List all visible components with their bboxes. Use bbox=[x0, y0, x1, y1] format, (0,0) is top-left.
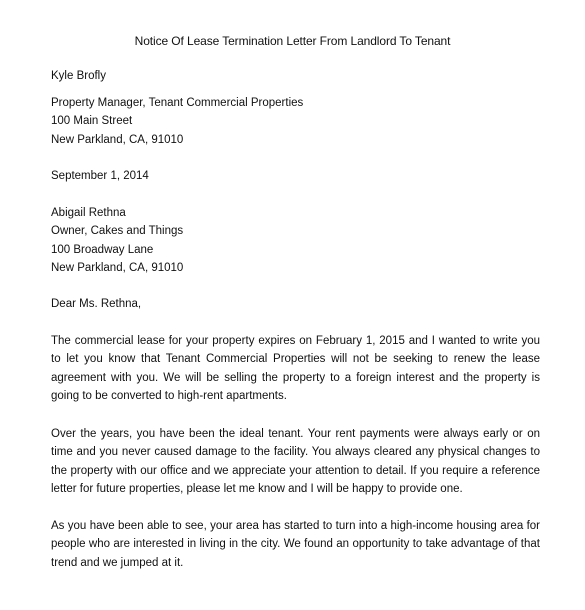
recipient-name: Abigail Rethna bbox=[51, 207, 126, 219]
sender-address-block bbox=[51, 94, 540, 149]
sender-street: 100 Main Street bbox=[51, 115, 133, 128]
salutation-block bbox=[51, 295, 540, 313]
salutation: Dear Ms. Rethna, bbox=[51, 298, 142, 310]
recipient-address-block bbox=[51, 204, 540, 278]
sender-name-block bbox=[51, 67, 540, 85]
body-paragraph-2: Over the years, you have been the ideal tenant. Your rent payments were always early or on time and you never caused damage to the facility. You always cleared any physical changes to the property with our office and we appreciate your attention to detail. If you require a reference letter for future properties, please let me know and I will be happy to provide one. bbox=[51, 428, 540, 496]
recipient-city-line: New Parkland, CA, 91010 bbox=[51, 262, 184, 275]
sender-title-line: Property Manager, Tenant Commercial Properties bbox=[51, 97, 304, 109]
recipient-title-line: Owner, Cakes and Things bbox=[51, 225, 184, 238]
body-paragraph-3: As you have been able to see, your area has started to turn into a high-income housing area for people who are interested in living in the city. We found an opportunity to take advantage of that trend and we jumped at it. bbox=[51, 520, 540, 569]
body-paragraph-1: The commercial lease for your property expires on February 1, 2015 and I wanted to write you to let you know that Tenant Commercial Properties will not be seeking to renew the lease agreement with you. We will be selling the property to a foreign interest and the property is going to be converted to high-rent apartments. bbox=[51, 335, 540, 403]
document-title: Notice Of Lease Termination Letter From Landlord To Tenant bbox=[134, 34, 451, 48]
sender-name: Kyle Brofly bbox=[51, 70, 106, 82]
letter-date-block bbox=[51, 167, 540, 185]
sender-city-line: New Parkland, CA, 91010 bbox=[51, 133, 184, 146]
letter-date: September 1, 2014 bbox=[51, 170, 149, 182]
recipient-street: 100 Broadway Lane bbox=[51, 243, 154, 256]
